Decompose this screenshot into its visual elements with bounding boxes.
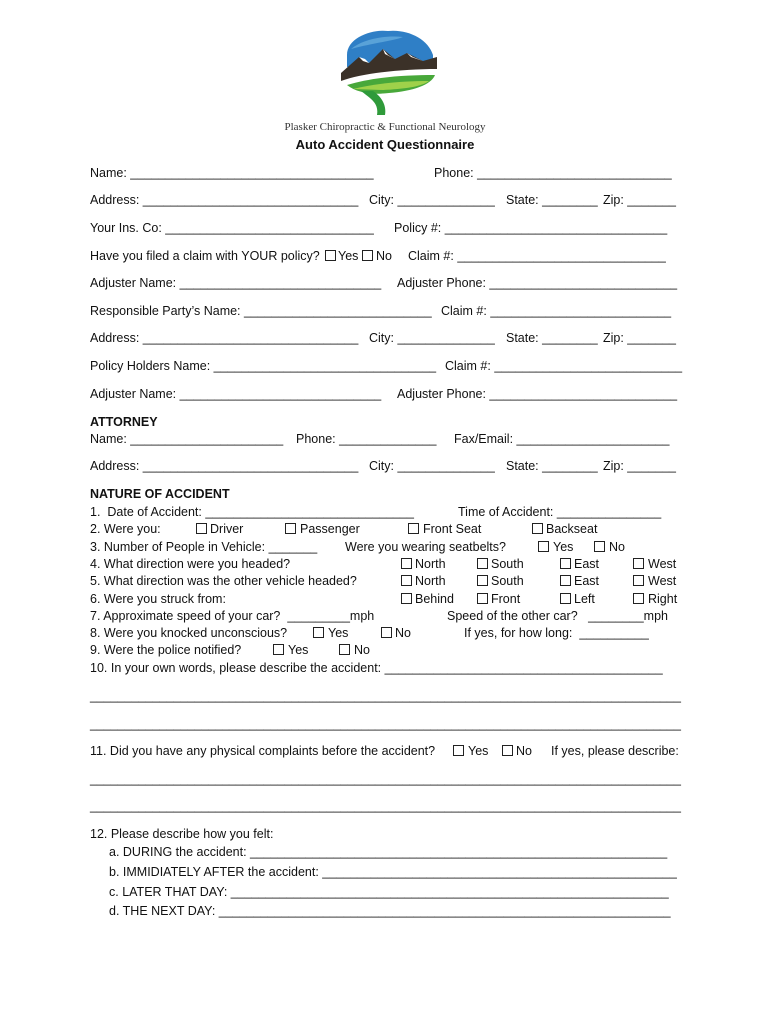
policy-holder-claim-field[interactable]: Claim #: ___________________________ <box>445 359 683 373</box>
struck-behind-label: Behind <box>415 592 454 606</box>
struck-behind-checkbox[interactable] <box>401 593 412 604</box>
claim-yes-label: Yes <box>338 249 359 263</box>
responsible-adjuster-name-field[interactable]: Adjuster Name: _____________________________ <box>90 387 382 401</box>
q5-label: 5. What direction was the other vehicle headed? <box>90 574 357 588</box>
q8-label: 8. Were you knocked unconscious? <box>90 626 288 640</box>
name-field[interactable]: Name: ___________________________________ <box>90 166 374 180</box>
driver-label: Driver <box>210 522 244 536</box>
attorney-heading: ATTORNEY <box>90 415 158 429</box>
passenger-label: Passenger <box>300 522 360 536</box>
attorney-name-field[interactable]: Name: ______________________ <box>90 432 284 446</box>
describe-accident-line-2[interactable]: _____________________________________________________________________________________ <box>90 717 681 731</box>
felt-next-day-field[interactable]: d. THE NEXT DAY: _________________________________________________________________ <box>109 904 671 918</box>
passenger-checkbox[interactable] <box>285 523 296 534</box>
claim-yes-checkbox[interactable] <box>325 250 336 261</box>
your-south-checkbox[interactable] <box>477 558 488 569</box>
adjuster-name-field[interactable]: Adjuster Name: _____________________________ <box>90 276 382 290</box>
police-yes-checkbox[interactable] <box>273 644 284 655</box>
other-east-label: East <box>574 574 600 588</box>
seatbelt-yes-label: Yes <box>553 540 574 554</box>
prior-complaints-no-label: No <box>516 744 532 758</box>
responsible-city-field[interactable]: City: ______________ <box>369 331 495 345</box>
attorney-zip-field[interactable]: Zip: _______ <box>603 459 676 473</box>
police-no-checkbox[interactable] <box>339 644 350 655</box>
seatbelt-no-checkbox[interactable] <box>594 541 605 552</box>
phone-field[interactable]: Phone: ____________________________ <box>434 166 672 180</box>
your-west-checkbox[interactable] <box>633 558 644 569</box>
q9-label: 9. Were the police notified? <box>90 643 242 657</box>
address-field[interactable]: Address: _______________________________ <box>90 193 359 207</box>
other-south-checkbox[interactable] <box>477 575 488 586</box>
struck-front-label: Front <box>491 592 521 606</box>
describe-accident-line-1[interactable]: _____________________________________________________________________________________ <box>90 689 681 703</box>
claim-no-checkbox[interactable] <box>362 250 373 261</box>
claim-question: Have you filed a claim with YOUR policy? <box>90 249 320 263</box>
attorney-address-field[interactable]: Address: _______________________________ <box>90 459 359 473</box>
other-east-checkbox[interactable] <box>560 575 571 586</box>
backseat-label: Backseat <box>546 522 598 536</box>
adjuster-phone-field[interactable]: Adjuster Phone: ___________________________ <box>397 276 678 290</box>
responsible-adjuster-phone-field[interactable]: Adjuster Phone: ___________________________ <box>397 387 678 401</box>
unconscious-yes-label: Yes <box>328 626 349 640</box>
front-seat-checkbox[interactable] <box>408 523 419 534</box>
police-yes-label: Yes <box>288 643 309 657</box>
nature-heading: NATURE OF ACCIDENT <box>90 487 230 501</box>
describe-accident-field[interactable]: 10. In your own words, please describe the accident: ________________________________________ <box>90 661 663 675</box>
driver-checkbox[interactable] <box>196 523 207 534</box>
form-title: Auto Accident Questionnaire <box>295 137 475 152</box>
q11-label: 11. Did you have any physical complaints before the accident? <box>90 744 436 758</box>
clinic-name: Plasker Chiropractic & Functional Neurology <box>284 121 486 133</box>
your-east-checkbox[interactable] <box>560 558 571 569</box>
struck-right-label: Right <box>648 592 678 606</box>
attorney-fax-field[interactable]: Fax/Email: ______________________ <box>454 432 670 446</box>
attorney-state-field[interactable]: State: ________ <box>506 459 598 473</box>
state-field[interactable]: State: ________ <box>506 193 598 207</box>
attorney-phone-field[interactable]: Phone: ______________ <box>296 432 437 446</box>
struck-left-checkbox[interactable] <box>560 593 571 604</box>
prior-complaints-describe-label: If yes, please describe: <box>551 744 679 758</box>
zip-field[interactable]: Zip: _______ <box>603 193 676 207</box>
your-north-label: North <box>415 557 446 571</box>
responsible-claim-field[interactable]: Claim #: __________________________ <box>441 304 672 318</box>
your-speed-field[interactable]: 7. Approximate speed of your car? _________mph <box>90 609 375 623</box>
other-north-checkbox[interactable] <box>401 575 412 586</box>
responsible-zip-field[interactable]: Zip: _______ <box>603 331 676 345</box>
seatbelts-label: Were you wearing seatbelts? <box>345 540 506 554</box>
people-in-vehicle-field[interactable]: 3. Number of People in Vehicle: _______ <box>90 540 318 554</box>
other-north-label: North <box>415 574 446 588</box>
insurance-company-field[interactable]: Your Ins. Co: ______________________________ <box>90 221 374 235</box>
seatbelt-yes-checkbox[interactable] <box>538 541 549 552</box>
unconscious-duration-field[interactable]: If yes, for how long: __________ <box>464 626 649 640</box>
time-of-accident-field[interactable]: Time of Accident: _______________ <box>458 505 662 519</box>
backseat-checkbox[interactable] <box>532 523 543 534</box>
unconscious-no-label: No <box>395 626 411 640</box>
your-west-label: West <box>648 557 677 571</box>
claim-no-label: No <box>376 249 392 263</box>
other-south-label: South <box>491 574 524 588</box>
felt-during-field[interactable]: a. DURING the accident: ____________________________________________________________ <box>109 845 668 859</box>
q2-label: 2. Were you: <box>90 522 161 536</box>
prior-complaints-yes-checkbox[interactable] <box>453 745 464 756</box>
unconscious-no-checkbox[interactable] <box>381 627 392 638</box>
attorney-city-field[interactable]: City: ______________ <box>369 459 495 473</box>
prior-complaints-no-checkbox[interactable] <box>502 745 513 756</box>
other-speed-field[interactable]: Speed of the other car? ________mph <box>447 609 668 623</box>
felt-later-that-day-field[interactable]: c. LATER THAT DAY: _______________________________________________________________ <box>109 885 669 899</box>
police-no-label: No <box>354 643 370 657</box>
struck-right-checkbox[interactable] <box>633 593 644 604</box>
your-south-label: South <box>491 557 524 571</box>
felt-immediately-after-field[interactable]: b. IMMIDIATELY AFTER the accident: ___________________________________________________ <box>109 865 677 879</box>
responsible-address-field[interactable]: Address: _______________________________ <box>90 331 359 345</box>
policy-number-field[interactable]: Policy #: ________________________________ <box>394 221 668 235</box>
responsible-state-field[interactable]: State: ________ <box>506 331 598 345</box>
front-seat-label: Front Seat <box>423 522 482 536</box>
date-of-accident-field[interactable]: 1. Date of Accident: ______________________________ <box>90 505 414 519</box>
your-north-checkbox[interactable] <box>401 558 412 569</box>
city-field[interactable]: City: ______________ <box>369 193 495 207</box>
clinic-logo <box>333 27 438 117</box>
seatbelt-no-label: No <box>609 540 625 554</box>
q6-label: 6. Were you struck from: <box>90 592 226 606</box>
your-east-label: East <box>574 557 600 571</box>
policy-holder-field[interactable]: Policy Holders Name: ________________________________ <box>90 359 437 373</box>
unconscious-yes-checkbox[interactable] <box>313 627 324 638</box>
prior-complaints-yes-label: Yes <box>468 744 489 758</box>
claim-number-field[interactable]: Claim #: ______________________________ <box>408 249 666 263</box>
prior-complaints-line-2[interactable]: _____________________________________________________________________________________ <box>90 799 681 813</box>
q4-label: 4. What direction were you headed? <box>90 557 291 571</box>
struck-left-label: Left <box>574 592 595 606</box>
other-west-checkbox[interactable] <box>633 575 644 586</box>
responsible-party-field[interactable]: Responsible Party’s Name: ___________________________ <box>90 304 432 318</box>
q12-label: 12. Please describe how you felt: <box>90 827 274 841</box>
other-west-label: West <box>648 574 677 588</box>
struck-front-checkbox[interactable] <box>477 593 488 604</box>
prior-complaints-line-1[interactable]: _____________________________________________________________________________________ <box>90 772 681 786</box>
